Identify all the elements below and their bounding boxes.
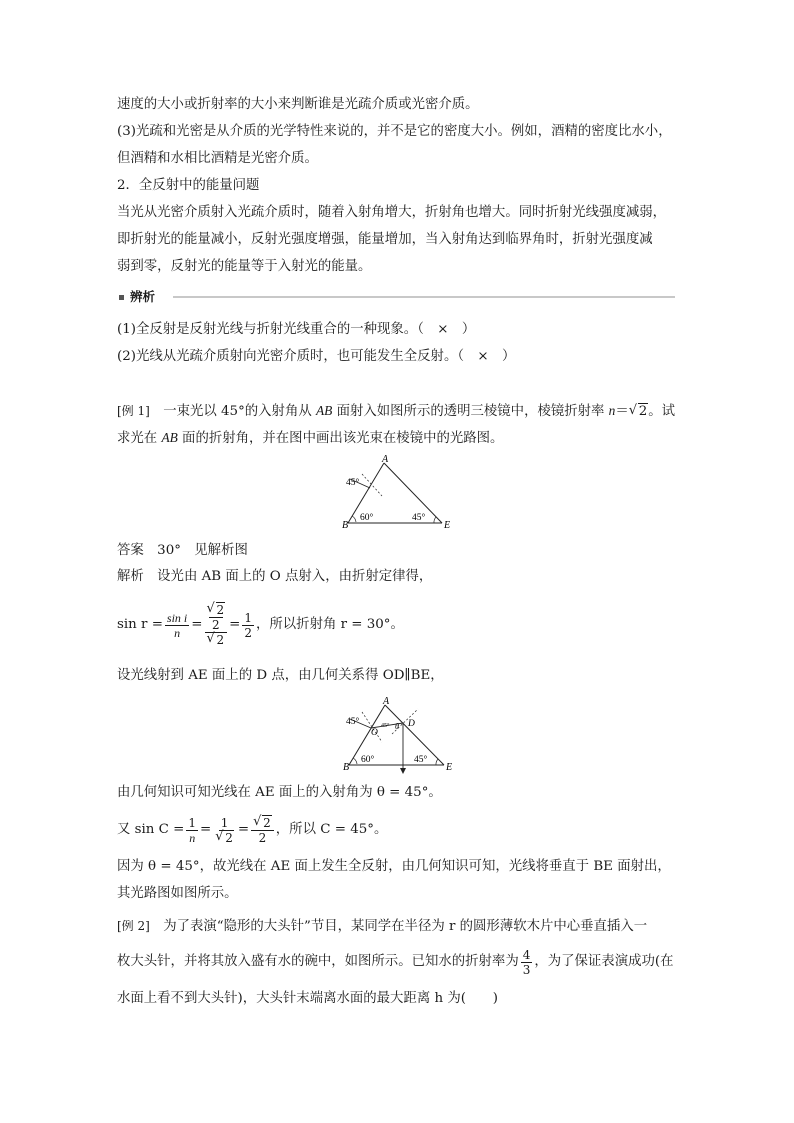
label-angle-e: 45° <box>414 755 428 765</box>
solution-line: 解析 设光由 AB 面上的 O 点射入，由折射定律得， <box>117 569 433 584</box>
label-d: D <box>408 719 415 729</box>
text-span: n <box>189 830 196 845</box>
text-span: 1 <box>244 610 253 625</box>
angle-arc-b <box>352 516 356 522</box>
solution-line: 因为 θ = 45°，故光线在 AE 面上发生全反射，由几何知识可知，光线将垂直于 BE 面射出， <box>117 859 671 874</box>
example2-line3: 水面上看不到大头针)，大头针末端离水面的最大距离 h 为( ) <box>117 991 498 1006</box>
analysis-item: (1)全反射是反射光线与折射光线重合的一种现象。（ × ） <box>117 322 476 337</box>
label-angle-small: 45° <box>381 723 390 729</box>
example-tag: [例 1] <box>117 404 150 418</box>
prism-diagram-2 <box>338 694 462 774</box>
denominator <box>205 633 228 647</box>
section-heading: 2．全反射中的能量问题 <box>117 178 260 193</box>
analysis-item: (2)光线从光疏介质射向光密介质时，也可能发生全反射。（ × ） <box>117 349 516 364</box>
denominator <box>213 831 236 845</box>
example-tag: [例 2] <box>117 919 150 933</box>
example2-line1 <box>117 917 647 936</box>
text-span: sin r = <box>117 617 163 632</box>
equation-2 <box>117 812 387 848</box>
text-span: 枚大头针，并将其放入盛有水的碗中，如图所示。已知水的折射率为 <box>117 954 519 969</box>
analysis-header <box>117 288 677 306</box>
angle-arc-b <box>353 758 357 764</box>
example1-line2 <box>117 429 503 448</box>
label-angle-b: 60° <box>361 755 375 765</box>
equation-1 <box>117 598 404 652</box>
label-b: B <box>342 520 349 531</box>
text-span: 1 <box>188 815 197 830</box>
sqrt-symbol <box>207 603 226 617</box>
label-angle-in: 45° <box>346 717 360 727</box>
text-span: AB <box>161 430 178 445</box>
text-line: 当光从光密介质射入光疏介质时，随着入射角增大，折射角也增大。同时折射光线强度减弱， <box>117 205 667 220</box>
text-span: n <box>174 625 181 640</box>
label-a: A <box>383 696 390 707</box>
angle-arc-e <box>436 759 438 765</box>
label-b: B <box>343 762 350 773</box>
label-a: A <box>382 454 389 465</box>
text-span: ，所以 C = 45°。 <box>275 822 388 837</box>
answer-line: 答案 30° 见解析图 <box>117 543 248 558</box>
text-span: n <box>608 403 616 418</box>
text-line: 但酒精和水相比酒精是光密介质。 <box>117 151 318 166</box>
text-line: 即折射光的能量减小，反射光强度增强，能量增加，当入射角达到临界角时，折射光强度减 <box>117 232 653 247</box>
label-e: E <box>444 520 451 531</box>
text-span: AB <box>315 403 333 418</box>
label-theta: θ <box>395 722 399 731</box>
text-span: 2 <box>216 633 225 647</box>
angle-arc-e <box>434 517 436 523</box>
text-line: 速度的大小或折射率的大小来判断谁是光疏介质或光密介质。 <box>117 97 479 112</box>
text-span: 又 sin C = <box>117 822 185 837</box>
normal-line <box>362 474 382 496</box>
label-angle-in: 45° <box>346 478 360 488</box>
solution-line: 由几何知识可知光线在 AE 面上的入射角为 θ = 45°。 <box>117 785 442 800</box>
text-line: (3)光疏和光密是从介质的光学特性来说的，并不是它的密度大小。例如，酒精的密度比水小， <box>117 124 672 139</box>
sqrt-symbol <box>253 816 272 830</box>
text-span: 一束光以 45°的入射角从 <box>149 404 316 419</box>
numerator <box>251 816 274 831</box>
text-span: 为了表演“隐形的大头针”节目，某同学在半径为 r 的圆形薄软木片中心垂直插入一 <box>149 919 648 934</box>
text-span: 2 <box>638 404 648 419</box>
text-span: 求光在 <box>117 431 162 446</box>
text-span: ＝ <box>615 404 629 419</box>
fraction <box>205 603 228 647</box>
sqrt-symbol <box>207 633 226 647</box>
prism-diagram-1 <box>338 452 458 532</box>
divider <box>173 296 675 298</box>
equals-sign: = <box>229 617 241 632</box>
text-span: sin i <box>166 610 188 625</box>
equals-sign: = <box>200 822 212 837</box>
text-span: 面的折射角，并在图中画出该光束在棱镜中的光路图。 <box>177 431 504 446</box>
text-span: 1 <box>220 815 229 830</box>
text-span: 2 <box>258 830 267 845</box>
fraction <box>521 948 533 977</box>
text-span: 。试 <box>648 404 676 419</box>
fraction <box>242 611 254 640</box>
text-span: ，为了保证表演成功(在 <box>534 954 674 969</box>
text-span: 2 <box>263 815 271 830</box>
equals-sign: = <box>237 822 250 837</box>
label-angle-b: 60° <box>360 513 374 523</box>
compound-numerator <box>205 603 228 633</box>
analysis-title: 辨析 <box>130 289 156 304</box>
fraction <box>165 611 189 640</box>
fraction <box>186 816 198 845</box>
text-line: 弱到零，反射光的能量等于入射光的能量。 <box>117 259 372 274</box>
text-span: 2 <box>216 603 225 617</box>
fraction <box>251 816 274 845</box>
text-span: 4 <box>522 947 531 962</box>
text-span: 2 <box>209 617 223 632</box>
text-span: 面射入如图所示的透明三棱镜中，棱镜折射率 <box>332 404 609 419</box>
solution-line: 设光线射到 AE 面上的 D 点，由几何关系得 OD∥BE， <box>117 668 444 683</box>
sqrt-symbol <box>629 403 649 421</box>
text-span: 3 <box>522 962 531 977</box>
square-bullet-icon <box>119 295 124 300</box>
text-span: ，所以折射角 r = 30°。 <box>256 617 404 632</box>
arrow-down-icon <box>400 768 406 774</box>
label-angle-e: 45° <box>412 513 426 523</box>
text-span: 2 <box>244 625 253 640</box>
fraction <box>213 816 236 845</box>
example1-line1 <box>117 402 675 421</box>
label-o: O <box>371 728 378 738</box>
example2-line2 <box>117 944 674 980</box>
equals-sign: = <box>191 617 203 632</box>
solution-line: 其光路图如图所示。 <box>117 886 238 901</box>
sqrt-symbol <box>215 831 234 845</box>
label-e: E <box>446 762 453 773</box>
text-span: 2 <box>225 830 233 845</box>
